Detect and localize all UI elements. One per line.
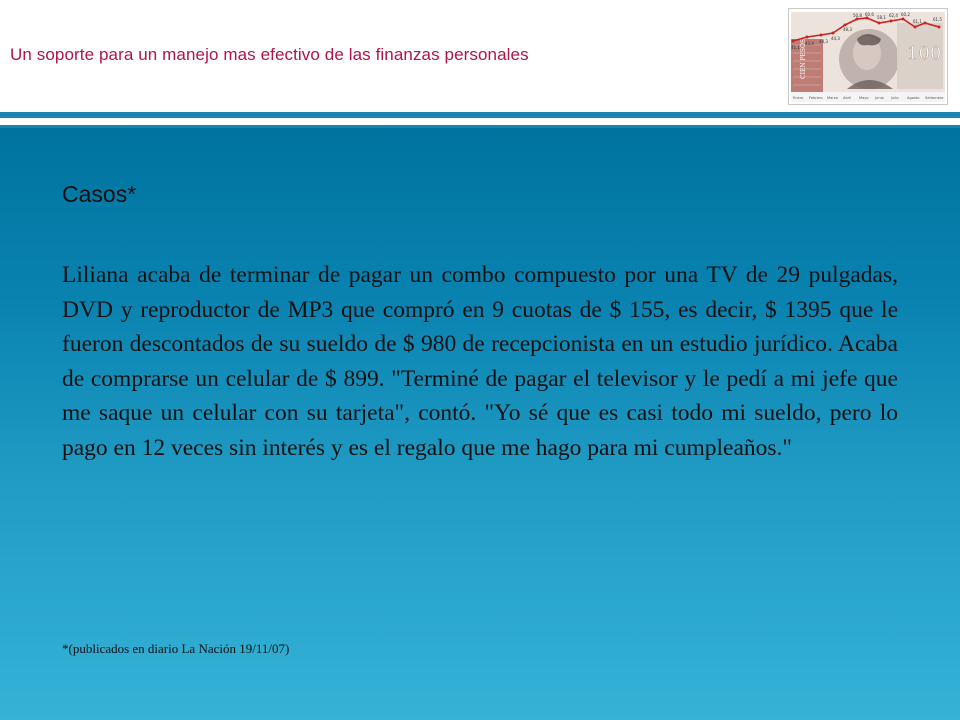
svg-text:60,6: 60,6 [865,12,874,17]
svg-text:Febrero: Febrero [809,96,823,100]
svg-text:50,8: 50,8 [853,13,862,18]
svg-text:62,4: 62,4 [889,13,898,18]
svg-text:61,5: 61,5 [933,17,942,22]
svg-text:43,4: 43,4 [805,41,814,46]
svg-text:58,1: 58,1 [877,15,886,20]
section-title: Casos* [62,181,137,207]
banknote-chart-image [788,8,948,105]
svg-text:Agosto: Agosto [907,96,920,100]
svg-text:Enero: Enero [793,96,804,100]
svg-text:Junio: Junio [875,96,884,100]
svg-text:Mayo: Mayo [859,96,869,100]
svg-text:Abril: Abril [843,96,852,100]
source-footnote: *(publicados en diario La Nación 19/11/07) [62,641,290,656]
svg-text:Setiembre: Setiembre [925,96,944,100]
svg-text:48,3: 48,3 [843,27,852,32]
svg-text:60,2: 60,2 [901,12,910,17]
case-paragraph: Liliana acaba de terminar de pagar un combo compuesto por una TV de 29 pulgadas, DVD y reproductor de MP3 que compró en 9 cuotas de $ 155, es decir, $ 1395 que le fueron descontados de su sueldo de $ 980 de recepcionista en un estudio jurídico. Acaba de comprarse un celular de $ 899. "Terminé de pagar el televisor y le pedí a mi jefe que me saque un celular con su tarjeta", contó. "Yo sé que es casi todo mi sueldo, pero lo pago en 12 veces sin interés y es el regalo que me hago para mi cumpleaños." [62,262,898,461]
banknote-chart-graphic [789,9,947,104]
svg-text:41,1: 41,1 [791,45,800,50]
svg-text:44,3: 44,3 [819,39,828,44]
note-side-text: CIEN PESOS [800,38,807,79]
svg-text:Julio: Julio [891,96,899,100]
header-divider-gap [0,118,960,125]
slide-header-title: Un soporte para un manejo mas efectivo de las finanzas personales [10,45,529,64]
svg-text:44,3: 44,3 [831,36,840,41]
note-denomination: 100 [907,43,942,64]
svg-text:Marzo: Marzo [827,96,838,100]
svg-text:61,1: 61,1 [913,19,922,24]
slide-header [0,0,960,112]
